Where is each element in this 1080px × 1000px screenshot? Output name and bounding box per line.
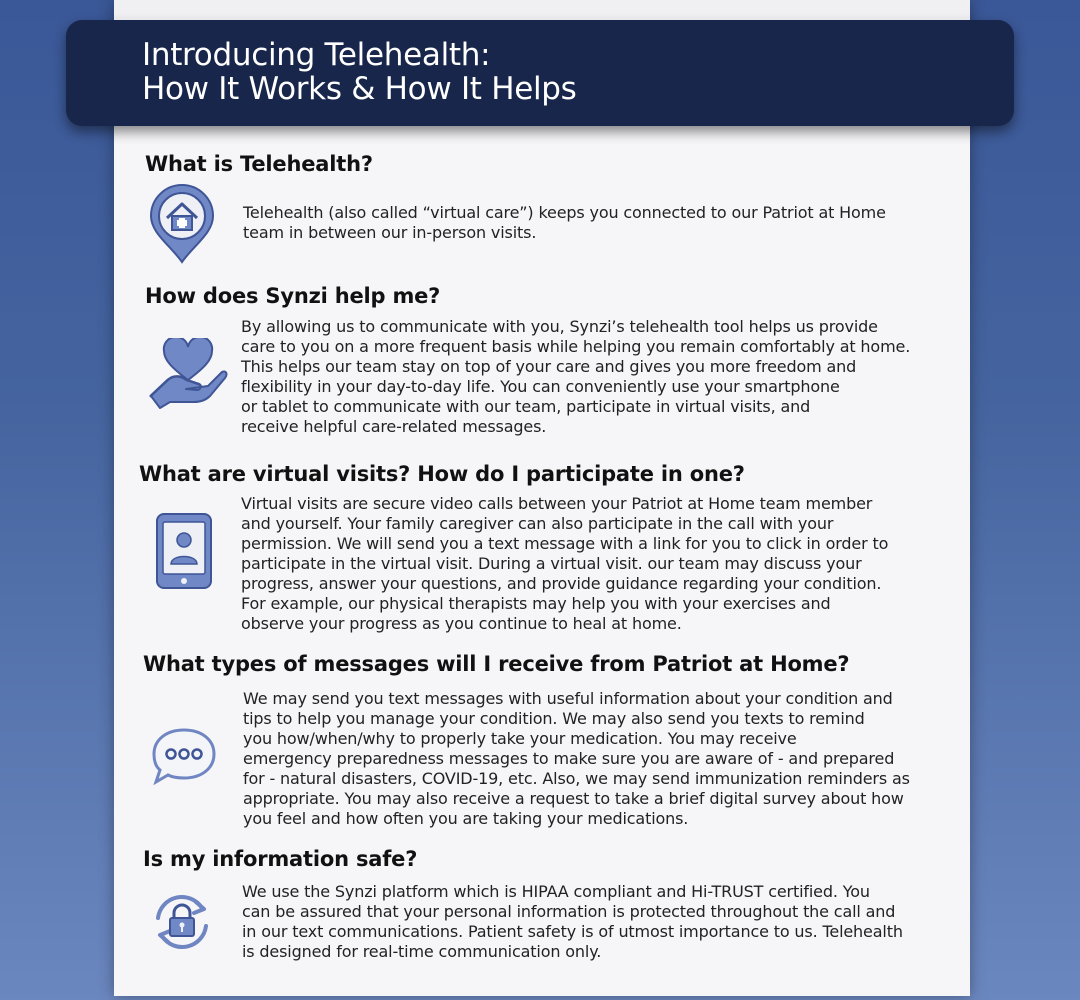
tablet-video-call-icon bbox=[155, 512, 213, 590]
body-line: you feel and how often you are taking your medications. bbox=[243, 809, 689, 828]
body-line: flexibility in your day-to-day life. You can conveniently use your smartphone bbox=[241, 377, 840, 396]
body-line: This helps our team stay on top of your care and gives you more freedom and bbox=[241, 357, 857, 376]
body-line: For example, our physical therapists may help you with your exercises and bbox=[241, 594, 831, 613]
body-line: care to you on a more frequent basis while helping you remain comfortably at home. bbox=[241, 337, 911, 356]
body-line: can be assured that your personal information is protected throughout the call and bbox=[242, 902, 896, 921]
body-line: is designed for real-time communication only. bbox=[242, 942, 602, 961]
body-line: appropriate. You may also receive a request to take a brief digital survey about how bbox=[243, 789, 904, 808]
section-heading-how-does-synzi-help: How does Synzi help me? bbox=[145, 284, 441, 308]
chat-bubble-icon bbox=[150, 726, 218, 786]
section-heading-types-of-messages: What types of messages will I receive from Patriot at Home? bbox=[143, 652, 850, 676]
body-line: tips to help you manage your condition. We may also send you texts to remind bbox=[243, 709, 865, 728]
home-location-pin-icon bbox=[146, 183, 218, 265]
page-top-strip bbox=[114, 0, 970, 18]
title-banner bbox=[66, 20, 1014, 126]
section-body-information-safe bbox=[242, 882, 903, 962]
section-heading-information-safe: Is my information safe? bbox=[143, 847, 418, 871]
body-line: We may send you text messages with useful information about your condition and bbox=[243, 689, 893, 708]
body-line: progress, answer your questions, and provide guidance regarding your condition. bbox=[241, 574, 882, 593]
title-line-1: Introducing Telehealth: bbox=[142, 37, 491, 73]
body-line: you how/when/why to properly take your medication. You may receive bbox=[243, 729, 797, 748]
body-line: emergency preparedness messages to make sure you are aware of - and prepared bbox=[243, 749, 895, 768]
body-line: By allowing us to communicate with you, Synzi’s telehealth tool helps us provide bbox=[241, 317, 878, 336]
body-line: and yourself. Your family caregiver can also participate in the call with your bbox=[241, 514, 834, 533]
body-line: permission. We will send you a text message with a link for you to click in order to bbox=[241, 534, 889, 553]
section-body-virtual-visits bbox=[241, 494, 888, 634]
body-line: for - natural disasters, COVID-19, etc. Also, we may send immunization reminders as bbox=[243, 769, 910, 788]
heart-in-hand-icon bbox=[148, 338, 228, 410]
body-line: in our text communications. Patient safety is of utmost importance to us. Telehealth bbox=[242, 922, 903, 941]
title-line-2: How It Works & How It Helps bbox=[142, 71, 577, 107]
section-body-types-of-messages bbox=[243, 689, 910, 829]
body-line: receive helpful care-related messages. bbox=[241, 417, 547, 436]
body-line: Telehealth (also called “virtual care”) keeps you connected to our Patriot at Home bbox=[243, 203, 886, 222]
body-line: team in between our in-person visits. bbox=[243, 223, 537, 242]
section-heading-virtual-visits: What are virtual visits? How do I participate in one? bbox=[139, 462, 745, 486]
body-line: We use the Synzi platform which is HIPAA compliant and Hi-TRUST certified. You bbox=[242, 882, 870, 901]
section-body-what-is-telehealth bbox=[243, 203, 886, 243]
body-line: participate in the virtual visit. During a virtual visit. our team may discuss your bbox=[241, 554, 862, 573]
body-line: observe your progress as you continue to heal at home. bbox=[241, 614, 682, 633]
body-line: or tablet to communicate with our team, participate in virtual visits, and bbox=[241, 397, 811, 416]
lock-sync-icon bbox=[146, 892, 218, 952]
section-body-how-does-synzi-help bbox=[241, 317, 910, 437]
section-heading-what-is-telehealth: What is Telehealth? bbox=[145, 152, 373, 176]
body-line: Virtual visits are secure video calls between your Patriot at Home team member bbox=[241, 494, 873, 513]
